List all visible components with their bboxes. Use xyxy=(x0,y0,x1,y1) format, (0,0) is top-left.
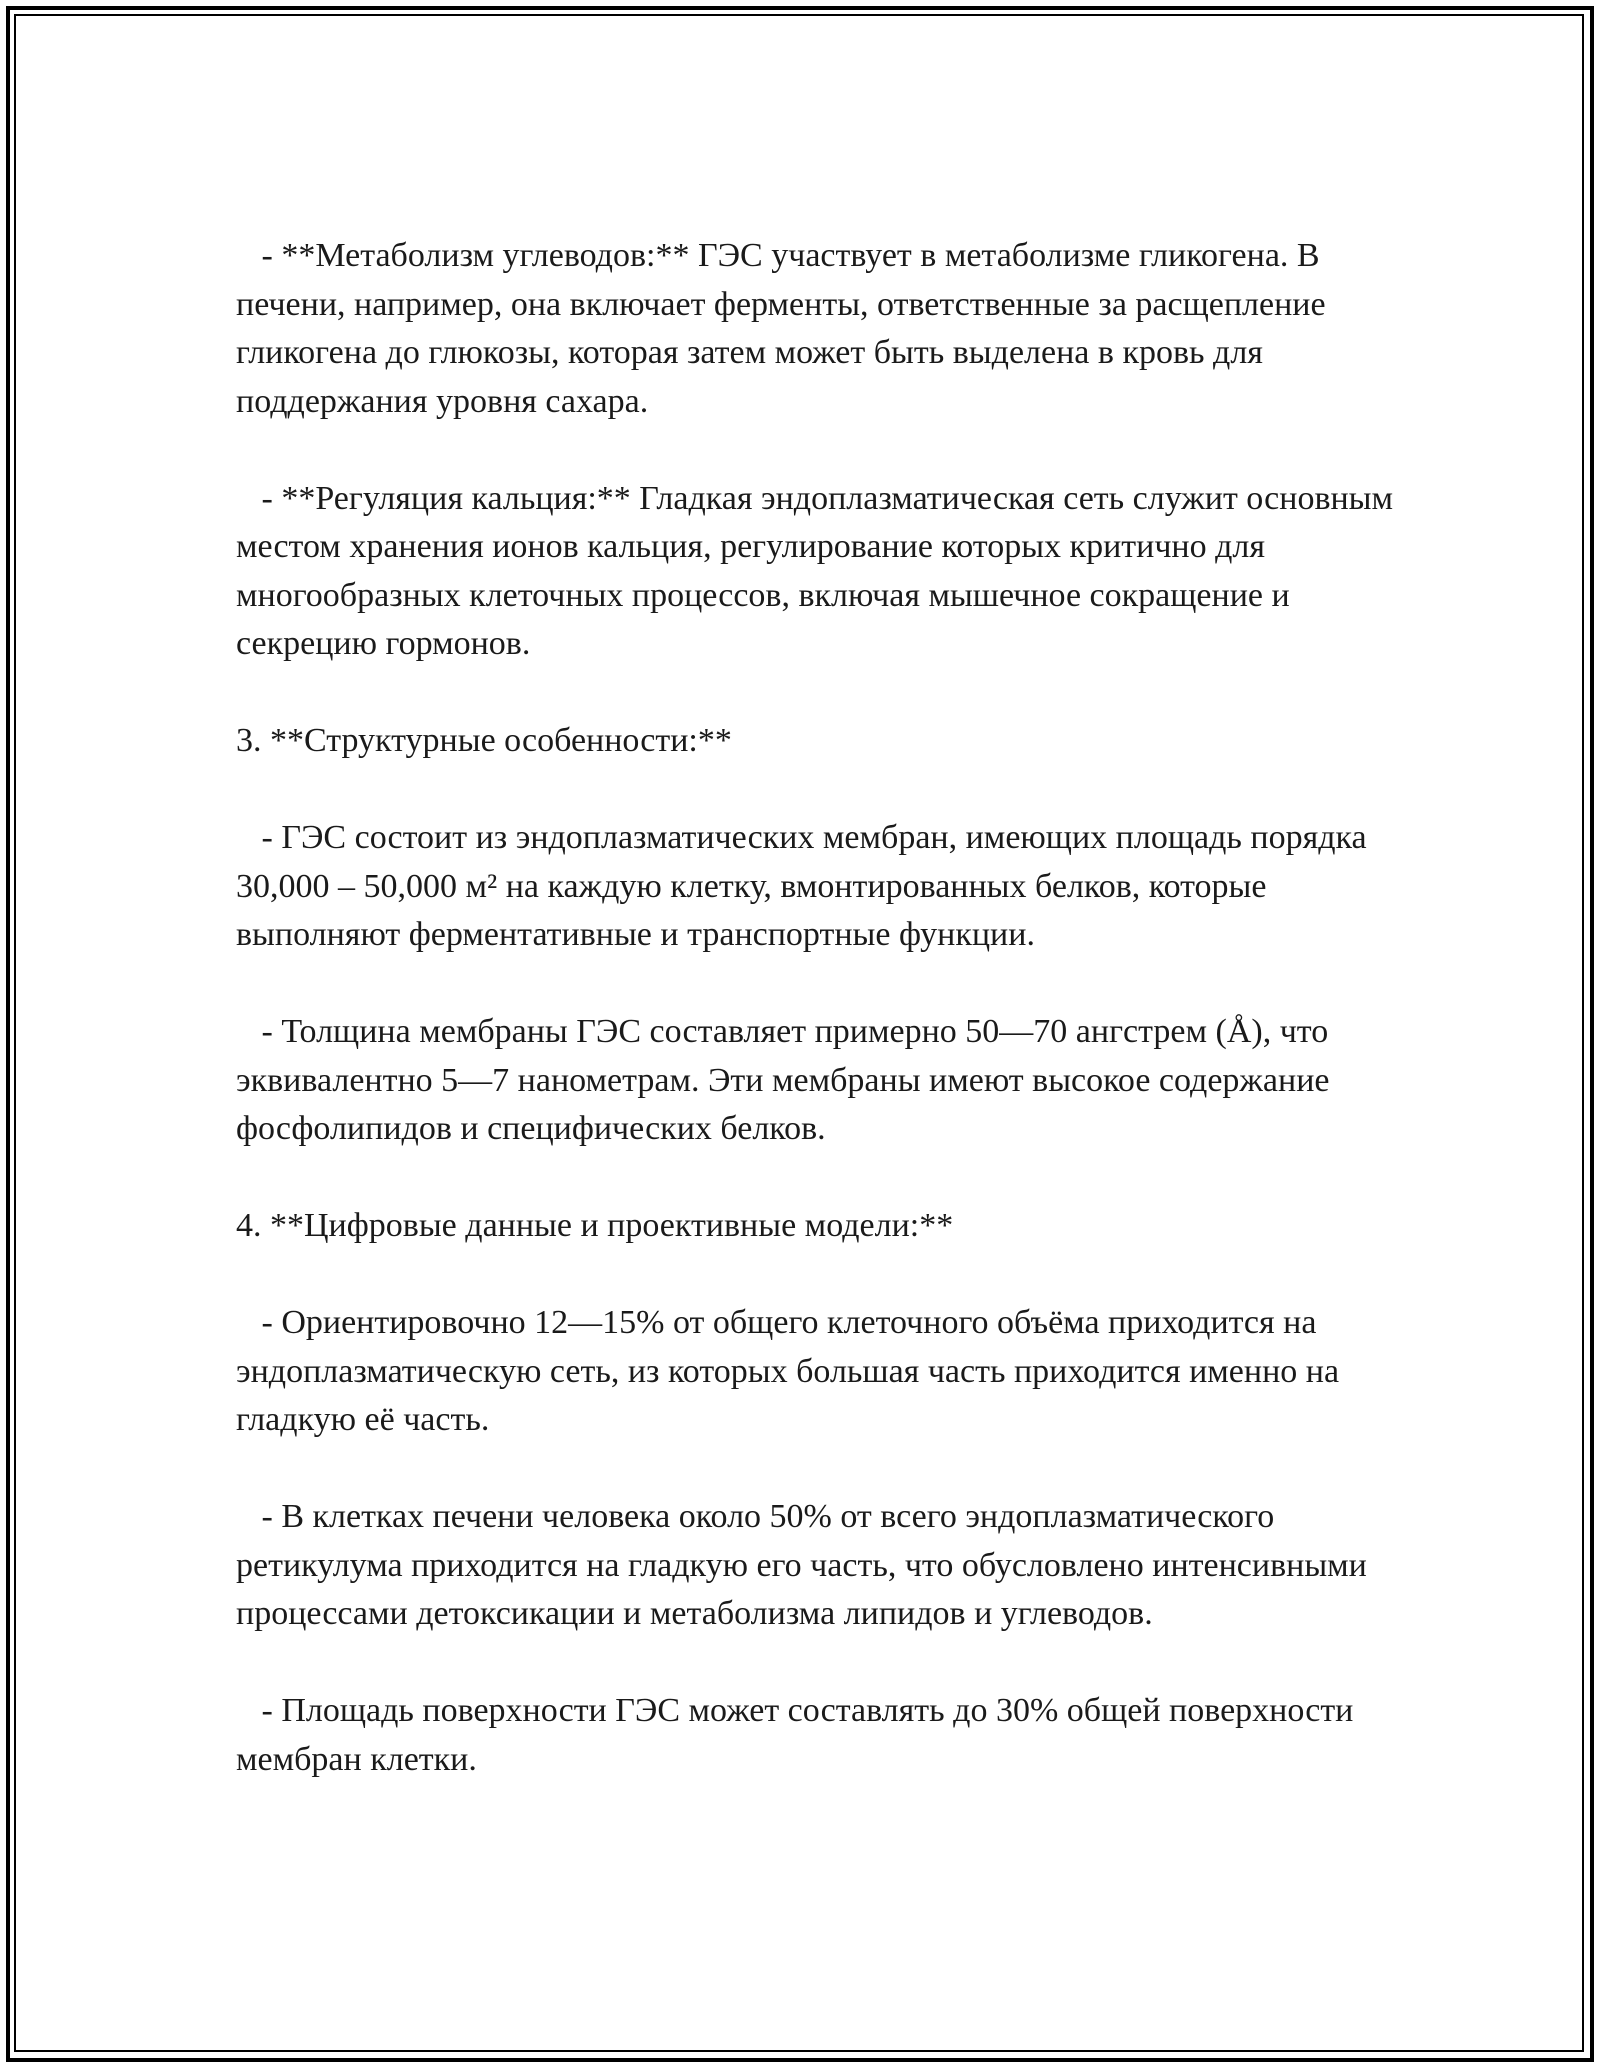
paragraph-membrane-area: - ГЭС состоит из эндоплазматических мембран, имеющих площадь порядка 30,000 – 50,000 м² на каждую клетку, вмонтированных белков, которые выполняют ферментативные и транспортные функции. xyxy=(236,819,1376,953)
heading-numerical-data: 4. **Цифровые данные и проективные модели:** xyxy=(236,1207,954,1244)
paragraph-membrane-thickness: - Толщина мембраны ГЭС составляет примерно 50—70 ангстрем (Å), что эквивалентно 5—7 нанометрам. Эти мембраны имеют высокое содержание фосфолипидов и специфических белков. xyxy=(236,1013,1338,1147)
paragraph-carbohydrate-metabolism: - **Метаболизм углеводов:** ГЭС участвует в метаболизме гликогена. В печени, например, она включает ферменты, ответственные за расщепление гликогена до глюкозы, которая затем может быть выделена в кровь для поддержания уровня сахара. xyxy=(236,237,1335,420)
paragraph-cell-volume: - Ориентировочно 12—15% от общего клеточного объёма приходится на эндоплазматическую сеть, из которых большая часть приходится именно на гладкую её часть. xyxy=(236,1304,1348,1438)
document-body xyxy=(236,232,1416,1784)
paragraph-liver-cells: - В клетках печени человека около 50% от всего эндоплазматического ретикулума приходится на гладкую его часть, что обусловлено интенсивными процессами детоксикации и метаболизма липидов и углеводов. xyxy=(236,1498,1376,1632)
paragraph-calcium-regulation: - **Регуляция кальция:** Гладкая эндоплазматическая сеть служит основным местом хранения ионов кальция, регулирование которых критично для многообразных клеточных процессов, включая мышечное сокращение и секрецию гормонов. xyxy=(236,479,1402,662)
heading-structural-features: 3. **Структурные особенности:** xyxy=(236,722,732,759)
paragraph-surface-area: - Площадь поверхности ГЭС может составлять до 30% общей поверхности мембран клетки. xyxy=(236,1692,1362,1778)
